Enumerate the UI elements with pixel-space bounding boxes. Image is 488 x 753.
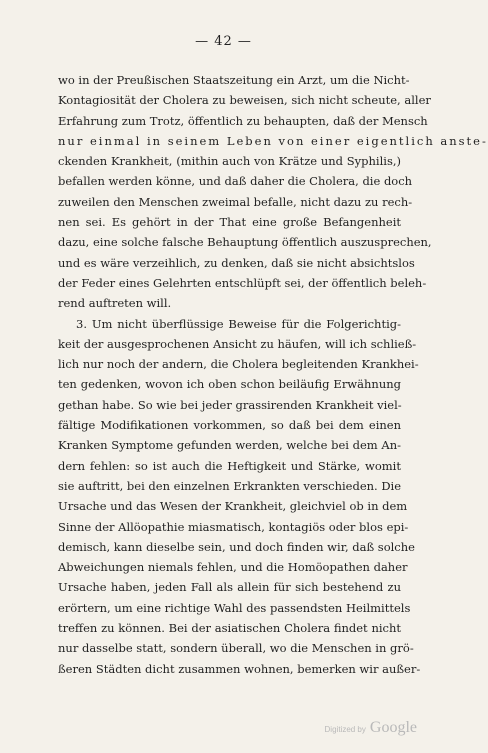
text-line: zuweilen den Menschen zweimal befalle, nicht dazu zu rech- <box>58 194 413 209</box>
text-line: demisch, kann dieselbe sein, und doch finden wir, daß solche <box>58 539 415 554</box>
text-line: Ursache und das Wesen der Krankheit, gleichviel ob in dem <box>58 499 408 514</box>
text-line: ßeren Städten dicht zusammen wohnen, bemerken wir außer- <box>58 661 421 676</box>
paragraph-1 <box>58 70 488 314</box>
text-line: erörtern, um eine richtige Wahl des passendsten Heilmittels <box>58 600 411 615</box>
text-line: sie auftritt, bei den einzelnen Erkrankten verschieden. Die <box>58 478 402 493</box>
text-line: rend auftreten will. <box>58 296 172 311</box>
text-line: Kontagiosität der Cholera zu beweisen, sich nicht scheute, aller <box>58 93 431 108</box>
text-line: Sinne der Allöopathie miasmatisch, kontagiös oder blos epi- <box>58 519 409 534</box>
text-line: befallen werden könne, und daß daher die Cholera, die doch <box>58 174 413 189</box>
text-line: dern fehlen: so ist auch die Heftigkeit und Stärke, womit <box>58 458 401 473</box>
text-line: Ursache haben, jeden Fall als allein für sich bestehend zu <box>58 580 401 595</box>
paragraph-2 <box>58 314 421 679</box>
text-line: gethan habe. So wie bei jeder grassirenden Krankheit viel- <box>58 397 402 412</box>
text-line: nur einmal in seinem Leben von einer eigentlich anste- <box>58 133 488 148</box>
watermark-brand: Google <box>369 719 417 736</box>
text-line: treffen zu können. Bei der asiatischen Cholera findet nicht <box>58 621 401 636</box>
text-line: ckenden Krankheit, (mithin auch von Krätze und Syphilis,) <box>58 154 401 169</box>
text-line: Erfahrung zum Trotz, öffentlich zu behaupten, daß der Mensch <box>58 113 428 128</box>
text-line: nen sei. Es gehört in der That eine große Befangenheit <box>58 215 401 230</box>
text-line: wo in der Preußischen Staatszeitung ein Arzt, um die Nicht- <box>58 73 410 87</box>
page-number: — 42 — <box>195 34 252 49</box>
watermark-prefix: Digitized by <box>324 725 366 734</box>
digitization-watermark <box>325 719 417 737</box>
text-line: 3. Um nicht überflüssige Beweise für die Folgerichtig- <box>76 316 401 331</box>
text-line: Kranken Symptome gefunden werden, welche bei dem An- <box>58 438 401 453</box>
text-line: Abweichungen niemals fehlen, und die Homöopathen daher <box>58 560 408 575</box>
text-line: fältige Modifikationen vorkommen, so daß bei dem einen <box>58 418 401 433</box>
text-line: nur dasselbe statt, sondern überall, wo die Menschen in grö- <box>58 641 414 656</box>
text-line: keit der ausgesprochenen Ansicht zu häufen, will ich schließ- <box>58 336 417 351</box>
text-line: der Feder eines Gelehrten entschlüpft sei, der öffentlich beleh- <box>58 275 427 290</box>
text-line: ten gedenken, wovon ich oben schon beiläufig Erwähnung <box>58 377 401 392</box>
text-line: lich nur noch der andern, die Cholera begleitenden Krankhei- <box>58 357 419 372</box>
text-line: und es wäre verzeihlich, zu denken, daß sie nicht absichtslos <box>58 255 415 270</box>
text-line: dazu, eine solche falsche Behauptung öffentlich auszusprechen, <box>58 235 432 250</box>
page-body <box>58 70 488 679</box>
